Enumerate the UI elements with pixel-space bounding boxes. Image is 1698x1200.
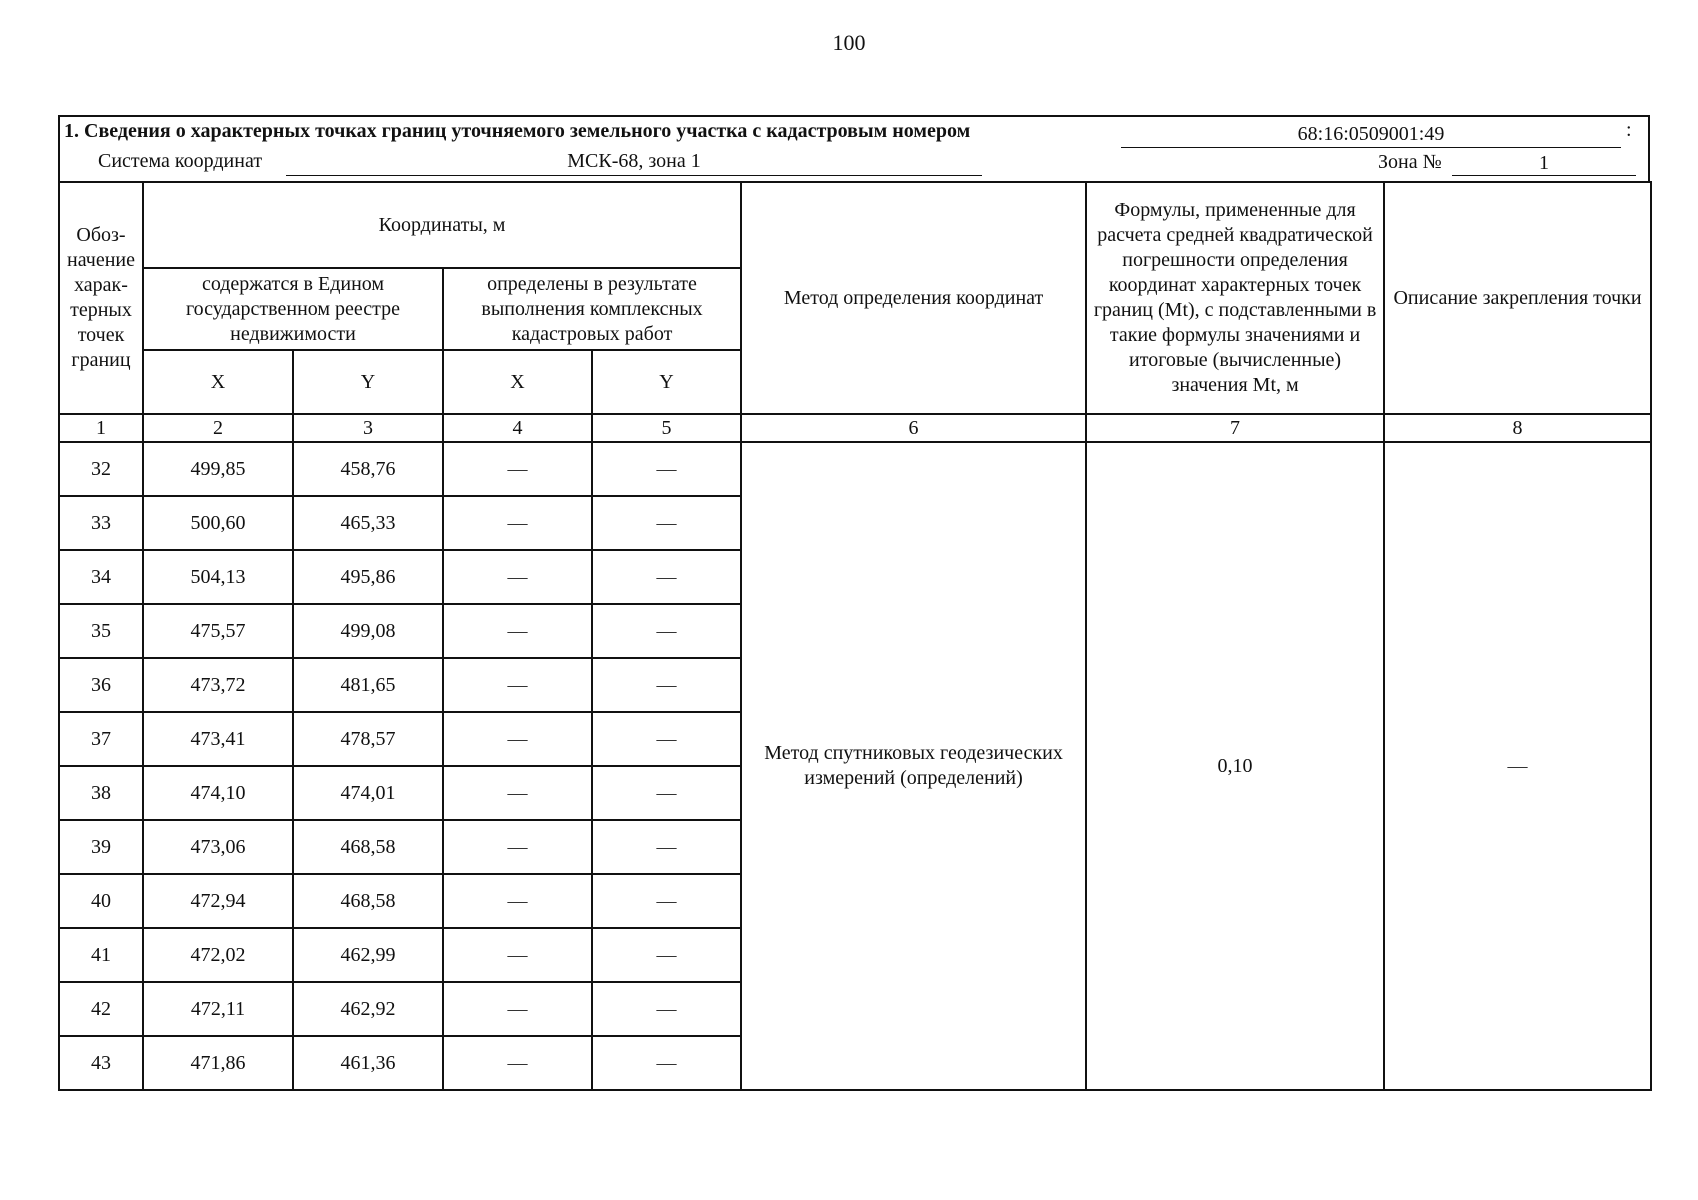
works-y-value: — [592, 874, 741, 928]
works-y-value: — [592, 550, 741, 604]
header-method: Метод определения координат [741, 182, 1086, 414]
works-y-value: — [592, 712, 741, 766]
cadastral-number: 68:16:0509001:49 [1121, 121, 1621, 148]
point-number: 34 [59, 550, 143, 604]
egrn-y-value: 462,99 [293, 928, 443, 982]
egrn-x-value: 474,10 [143, 766, 293, 820]
page-number: 100 [832, 30, 866, 55]
egrn-y-value: 481,65 [293, 658, 443, 712]
mt-value: 0,10 [1086, 442, 1384, 1090]
cadastral-colon: : [1626, 119, 1632, 141]
egrn-y-value: 474,01 [293, 766, 443, 820]
works-y-value: — [592, 820, 741, 874]
point-number: 41 [59, 928, 143, 982]
document [58, 115, 1650, 1091]
header-point-designation: Обоз-начение харак-терных точек границ [59, 182, 143, 414]
egrn-x-value: 504,13 [143, 550, 293, 604]
egrn-y-value: 495,86 [293, 550, 443, 604]
works-y-value: — [592, 496, 741, 550]
egrn-x-value: 472,02 [143, 928, 293, 982]
works-y-value: — [592, 982, 741, 1036]
egrn-y-value: 461,36 [293, 1036, 443, 1090]
coord-system-value: МСК-68, зона 1 [286, 149, 982, 176]
egrn-x-value: 472,94 [143, 874, 293, 928]
works-y-value: — [592, 604, 741, 658]
header-x-egrn: X [143, 350, 293, 414]
egrn-x-value: 473,41 [143, 712, 293, 766]
fixing-description-value: — [1384, 442, 1651, 1090]
header-egrn: содержатся в Едином государственном реестре недвижимости [143, 268, 443, 350]
egrn-y-value: 462,92 [293, 982, 443, 1036]
table-row [59, 442, 1651, 496]
works-y-value: — [592, 658, 741, 712]
column-number: 6 [741, 414, 1086, 442]
works-x-value: — [443, 442, 592, 496]
point-number: 38 [59, 766, 143, 820]
egrn-x-value: 500,60 [143, 496, 293, 550]
works-x-value: — [443, 766, 592, 820]
method-value: Метод спутниковых геодезических измерений (определений) [741, 442, 1086, 1090]
egrn-y-value: 478,57 [293, 712, 443, 766]
works-x-value: — [443, 658, 592, 712]
coord-system-label: Система координат [98, 150, 263, 172]
point-number: 42 [59, 982, 143, 1036]
zone-value: 1 [1452, 151, 1636, 176]
works-y-value: — [592, 442, 741, 496]
column-numbers-row [59, 414, 1651, 442]
point-number: 37 [59, 712, 143, 766]
point-number: 43 [59, 1036, 143, 1090]
egrn-y-value: 458,76 [293, 442, 443, 496]
header-y-works: Y [592, 350, 741, 414]
header-fixing-description: Описание закрепления точки [1384, 182, 1651, 414]
egrn-x-value: 473,72 [143, 658, 293, 712]
point-number: 36 [59, 658, 143, 712]
egrn-y-value: 499,08 [293, 604, 443, 658]
column-number: 5 [592, 414, 741, 442]
column-number: 4 [443, 414, 592, 442]
header-x-works: X [443, 350, 592, 414]
works-y-value: — [592, 928, 741, 982]
egrn-x-value: 471,86 [143, 1036, 293, 1090]
zone-label: Зона № [1378, 151, 1442, 173]
points-table [58, 181, 1652, 1091]
header-coordinates: Координаты, м [143, 182, 741, 268]
egrn-x-value: 473,06 [143, 820, 293, 874]
point-number: 33 [59, 496, 143, 550]
point-number: 32 [59, 442, 143, 496]
works-x-value: — [443, 820, 592, 874]
header-cadastral-works: определены в результате выполнения комплексных кадастровых работ [443, 268, 741, 350]
column-number: 2 [143, 414, 293, 442]
egrn-x-value: 472,11 [143, 982, 293, 1036]
egrn-y-value: 465,33 [293, 496, 443, 550]
egrn-y-value: 468,58 [293, 874, 443, 928]
works-y-value: — [592, 1036, 741, 1090]
section-header [58, 115, 1650, 181]
works-x-value: — [443, 1036, 592, 1090]
egrn-x-value: 499,85 [143, 442, 293, 496]
column-number: 3 [293, 414, 443, 442]
column-number: 8 [1384, 414, 1651, 442]
header-y-egrn: Y [293, 350, 443, 414]
works-x-value: — [443, 928, 592, 982]
point-number: 39 [59, 820, 143, 874]
works-x-value: — [443, 874, 592, 928]
egrn-x-value: 475,57 [143, 604, 293, 658]
point-number: 35 [59, 604, 143, 658]
egrn-y-value: 468,58 [293, 820, 443, 874]
works-x-value: — [443, 496, 592, 550]
section-title: 1. Сведения о характерных точках границ уточняемого земельного участка с кадастровым номером [64, 120, 971, 142]
works-y-value: — [592, 766, 741, 820]
works-x-value: — [443, 982, 592, 1036]
works-x-value: — [443, 712, 592, 766]
header-formula: Формулы, примененные для расчета средней квадратической погрешности определения координат характерных точек границ (Mt), с подставленными в такие формулы значениями и итоговые (вычисленные) значения Mt, м [1086, 182, 1384, 414]
point-number: 40 [59, 874, 143, 928]
works-x-value: — [443, 604, 592, 658]
column-number: 1 [59, 414, 143, 442]
works-x-value: — [443, 550, 592, 604]
column-number: 7 [1086, 414, 1384, 442]
